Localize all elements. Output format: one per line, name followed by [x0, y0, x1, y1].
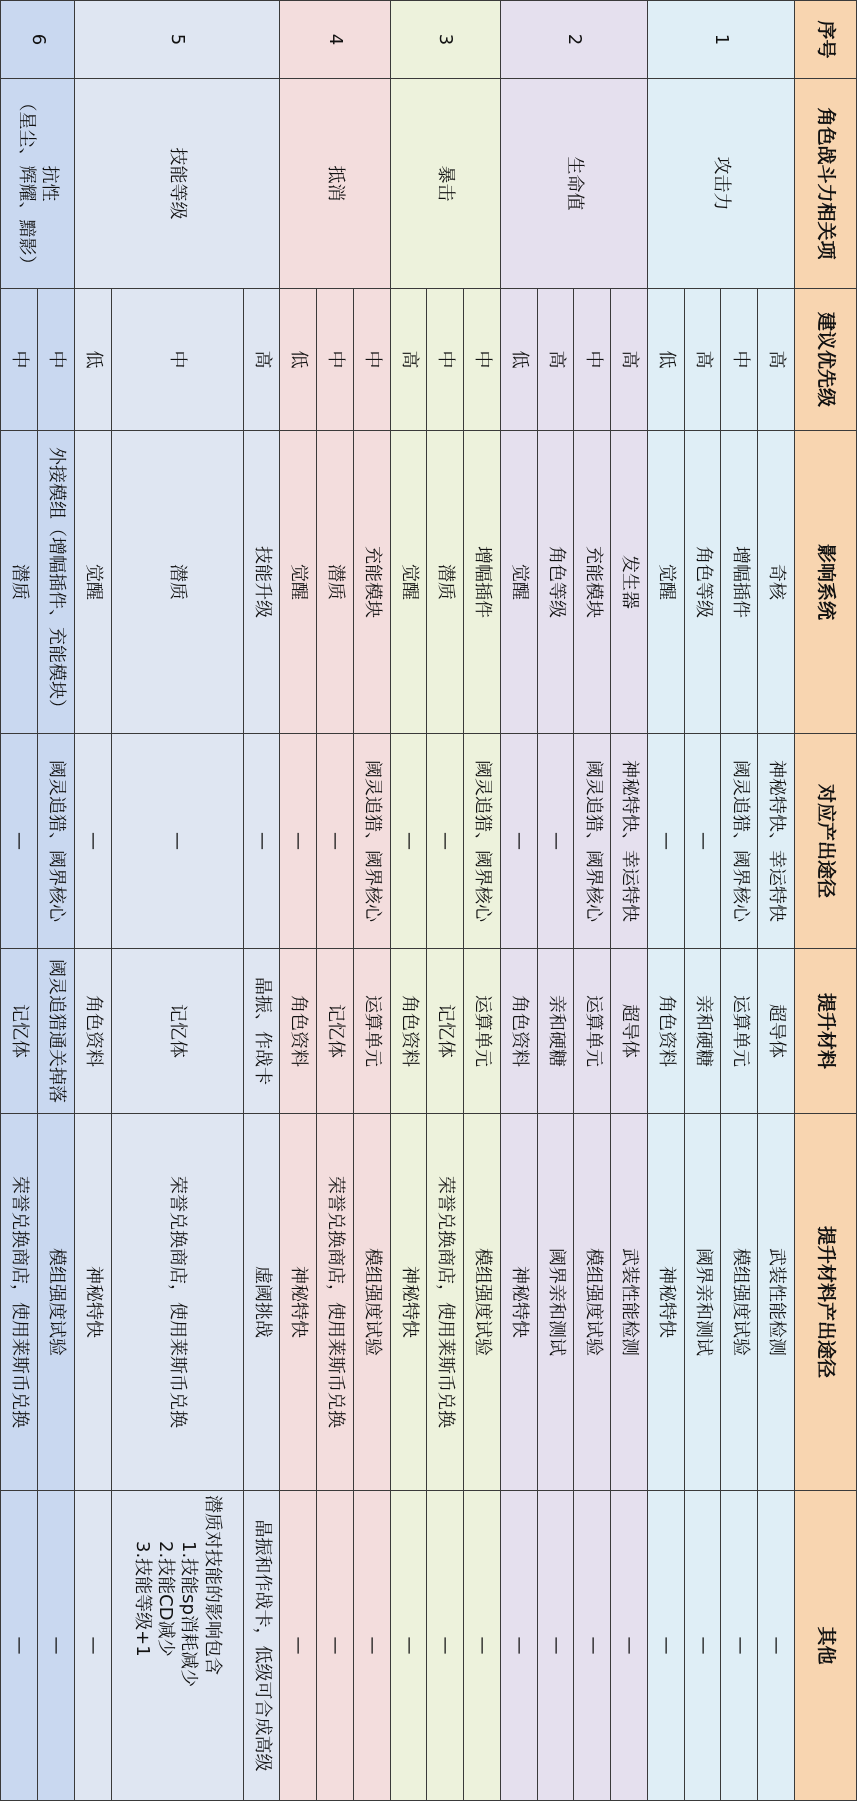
- table-row: [353, 1, 390, 1801]
- material-cell: 记忆体: [317, 949, 354, 1114]
- system-cell: 增幅插件: [464, 431, 501, 734]
- header-item: 角色战斗力相关项: [795, 79, 857, 289]
- source-cell: 神秘特快、幸运特快: [611, 734, 648, 949]
- other-cell: —: [758, 1491, 795, 1801]
- combat-item: [500, 79, 647, 289]
- system-cell: 潜质: [111, 431, 243, 734]
- source-cell: 阈灵追猎、阈界核心: [464, 734, 501, 949]
- combat-item: [1, 79, 75, 289]
- other-cell: —: [427, 1491, 464, 1801]
- row-number: 5: [74, 1, 280, 79]
- other-cell: —: [1, 1491, 38, 1801]
- material-source-cell: 武装性能检测: [611, 1114, 648, 1491]
- combat-item-name: 攻击力: [711, 156, 733, 211]
- combat-item-name: 抵消: [325, 165, 347, 202]
- row-number: 6: [1, 1, 75, 79]
- priority-cell: 中: [1, 289, 38, 431]
- material-cell: 晶振、作战卡: [243, 949, 280, 1114]
- priority-cell: 中: [111, 289, 243, 431]
- priority-cell: 中: [317, 289, 354, 431]
- table-row: [464, 1, 501, 1801]
- source-cell: —: [317, 734, 354, 949]
- header-priority: 建议优先级: [795, 289, 857, 431]
- system-cell: 觉醒: [647, 431, 684, 734]
- material-cell: 角色资料: [280, 949, 317, 1114]
- other-cell: —: [721, 1491, 758, 1801]
- other-cell: —: [317, 1491, 354, 1801]
- other-cell: —: [280, 1491, 317, 1801]
- priority-cell: 中: [574, 289, 611, 431]
- material-source-cell: 阈界亲和测试: [537, 1114, 574, 1491]
- system-cell: 充能模块: [574, 431, 611, 734]
- header-system: 影响系统: [795, 431, 857, 734]
- priority-cell: 中: [427, 289, 464, 431]
- system-cell: 觉醒: [390, 431, 427, 734]
- combat-item-name: 暴击: [435, 165, 457, 202]
- material-source-cell: 模组强度试验: [574, 1114, 611, 1491]
- priority-cell: 高: [758, 289, 795, 431]
- material-source-cell: 阈界亲和测试: [684, 1114, 721, 1491]
- system-cell: 觉醒: [74, 431, 111, 734]
- system-cell: 外接模组（增幅插件、充能模块）: [38, 431, 75, 734]
- material-source-cell: 神秘特快: [500, 1114, 537, 1491]
- system-cell: 觉醒: [280, 431, 317, 734]
- system-cell: 角色等级: [537, 431, 574, 734]
- other-cell: —: [74, 1491, 111, 1801]
- system-cell: 技能升级: [243, 431, 280, 734]
- other-note-line: 3.技能等级+1: [131, 1541, 153, 1657]
- system-cell: 潜质: [1, 431, 38, 734]
- header-no: 序号: [795, 1, 857, 79]
- header-material-source: 提升材料产出途径: [795, 1114, 857, 1491]
- combat-item-subtitle: （星尘、辉耀、黯影）: [16, 93, 38, 274]
- row-number: 3: [390, 1, 500, 79]
- material-source-cell: 模组强度试验: [353, 1114, 390, 1491]
- header-source: 对应产出途径: [795, 734, 857, 949]
- priority-cell: 中: [353, 289, 390, 431]
- material-source-cell: 模组强度试验: [464, 1114, 501, 1491]
- other-note-line: 潜质对技能的影响包含: [201, 1495, 223, 1675]
- source-cell: —: [390, 734, 427, 949]
- header-other: 其他: [795, 1491, 857, 1801]
- priority-cell: 中: [464, 289, 501, 431]
- priority-cell: 低: [74, 289, 111, 431]
- source-cell: —: [1, 734, 38, 949]
- priority-cell: 高: [611, 289, 648, 431]
- priority-cell: 高: [390, 289, 427, 431]
- material-cell: 角色资料: [500, 949, 537, 1114]
- header-material: 提升材料: [795, 949, 857, 1114]
- source-cell: 阈灵追猎、阈界核心: [38, 734, 75, 949]
- other-cell: [111, 1491, 243, 1801]
- material-cell: 阈灵追猎通关掉落: [38, 949, 75, 1114]
- priority-cell: 高: [243, 289, 280, 431]
- priority-cell: 低: [647, 289, 684, 431]
- other-cell: —: [537, 1491, 574, 1801]
- other-cell: —: [464, 1491, 501, 1801]
- priority-cell: 中: [721, 289, 758, 431]
- combat-item: [390, 79, 500, 289]
- material-cell: 超导体: [758, 949, 795, 1114]
- other-cell: —: [611, 1491, 648, 1801]
- other-cell: —: [574, 1491, 611, 1801]
- other-cell: —: [390, 1491, 427, 1801]
- material-source-cell: 神秘特快: [280, 1114, 317, 1491]
- system-cell: 角色等级: [684, 431, 721, 734]
- material-source-cell: 虚阈挑战: [243, 1114, 280, 1491]
- header-row: [795, 1, 857, 1801]
- material-cell: 运算单元: [574, 949, 611, 1114]
- material-source-cell: 神秘特快: [647, 1114, 684, 1491]
- other-cell: —: [647, 1491, 684, 1801]
- material-cell: 角色资料: [647, 949, 684, 1114]
- combat-item-name: 技能等级: [167, 147, 189, 220]
- system-cell: 潜质: [317, 431, 354, 734]
- system-cell: 发生器: [611, 431, 648, 734]
- combat-item-name: 抗性: [38, 165, 60, 202]
- combat-item: [647, 79, 794, 289]
- material-source-cell: 荣誉兑换商店，使用莱斯币兑换: [427, 1114, 464, 1491]
- material-cell: 亲和硬糖: [537, 949, 574, 1114]
- material-source-cell: 武装性能检测: [758, 1114, 795, 1491]
- system-cell: 觉醒: [500, 431, 537, 734]
- material-cell: 运算单元: [721, 949, 758, 1114]
- material-cell: 记忆体: [1, 949, 38, 1114]
- combat-item: [280, 79, 390, 289]
- other-note-line: 2.技能CD减少: [155, 1541, 177, 1657]
- row-number: 1: [647, 1, 794, 79]
- source-cell: 神秘特快、幸运特快: [758, 734, 795, 949]
- system-cell: 充能模块: [353, 431, 390, 734]
- material-source-cell: 模组强度试验: [721, 1114, 758, 1491]
- source-cell: —: [111, 734, 243, 949]
- combat-item-name: 生命值: [564, 156, 586, 211]
- combat-item: [74, 79, 280, 289]
- source-cell: 阈灵追猎、阈界核心: [721, 734, 758, 949]
- material-cell: 记忆体: [111, 949, 243, 1114]
- other-note-line: 1.技能sp消耗减少: [178, 1541, 200, 1687]
- material-source-cell: 神秘特快: [390, 1114, 427, 1491]
- priority-cell: 高: [684, 289, 721, 431]
- other-cell: —: [353, 1491, 390, 1801]
- source-cell: —: [427, 734, 464, 949]
- material-source-cell: 模组强度试验: [38, 1114, 75, 1491]
- other-cell: —: [684, 1491, 721, 1801]
- material-cell: 运算单元: [353, 949, 390, 1114]
- material-source-cell: 神秘特快: [74, 1114, 111, 1491]
- priority-cell: 中: [38, 289, 75, 431]
- material-source-cell: 荣誉兑换商店，使用莱斯币兑换: [111, 1114, 243, 1491]
- source-cell: —: [280, 734, 317, 949]
- source-cell: —: [500, 734, 537, 949]
- other-cell: —: [500, 1491, 537, 1801]
- priority-cell: 低: [500, 289, 537, 431]
- source-cell: 阈灵追猎、阈界核心: [353, 734, 390, 949]
- material-cell: 超导体: [611, 949, 648, 1114]
- source-cell: —: [74, 734, 111, 949]
- material-cell: 记忆体: [427, 949, 464, 1114]
- material-source-cell: 荣誉兑换商店，使用莱斯币兑换: [317, 1114, 354, 1491]
- table-row: [243, 1, 280, 1801]
- material-cell: 角色资料: [74, 949, 111, 1114]
- priority-cell: 高: [537, 289, 574, 431]
- table-row: [758, 1, 795, 1801]
- priority-cell: 低: [280, 289, 317, 431]
- other-cell: 晶振和作战卡，低级可合成高级: [243, 1491, 280, 1801]
- table-row: [38, 1, 75, 1801]
- system-cell: 奇核: [758, 431, 795, 734]
- source-cell: —: [684, 734, 721, 949]
- material-cell: 亲和硬糖: [684, 949, 721, 1114]
- system-cell: 潜质: [427, 431, 464, 734]
- source-cell: —: [243, 734, 280, 949]
- system-cell: 增幅插件: [721, 431, 758, 734]
- row-number: 4: [280, 1, 390, 79]
- table-row: [611, 1, 648, 1801]
- source-cell: 阈灵追猎、阈界核心: [574, 734, 611, 949]
- row-number: 2: [500, 1, 647, 79]
- material-cell: 角色资料: [390, 949, 427, 1114]
- material-cell: 运算单元: [464, 949, 501, 1114]
- source-cell: —: [537, 734, 574, 949]
- material-source-cell: 荣誉兑换商店，使用莱斯币兑换: [1, 1114, 38, 1491]
- other-cell: —: [38, 1491, 75, 1801]
- source-cell: —: [647, 734, 684, 949]
